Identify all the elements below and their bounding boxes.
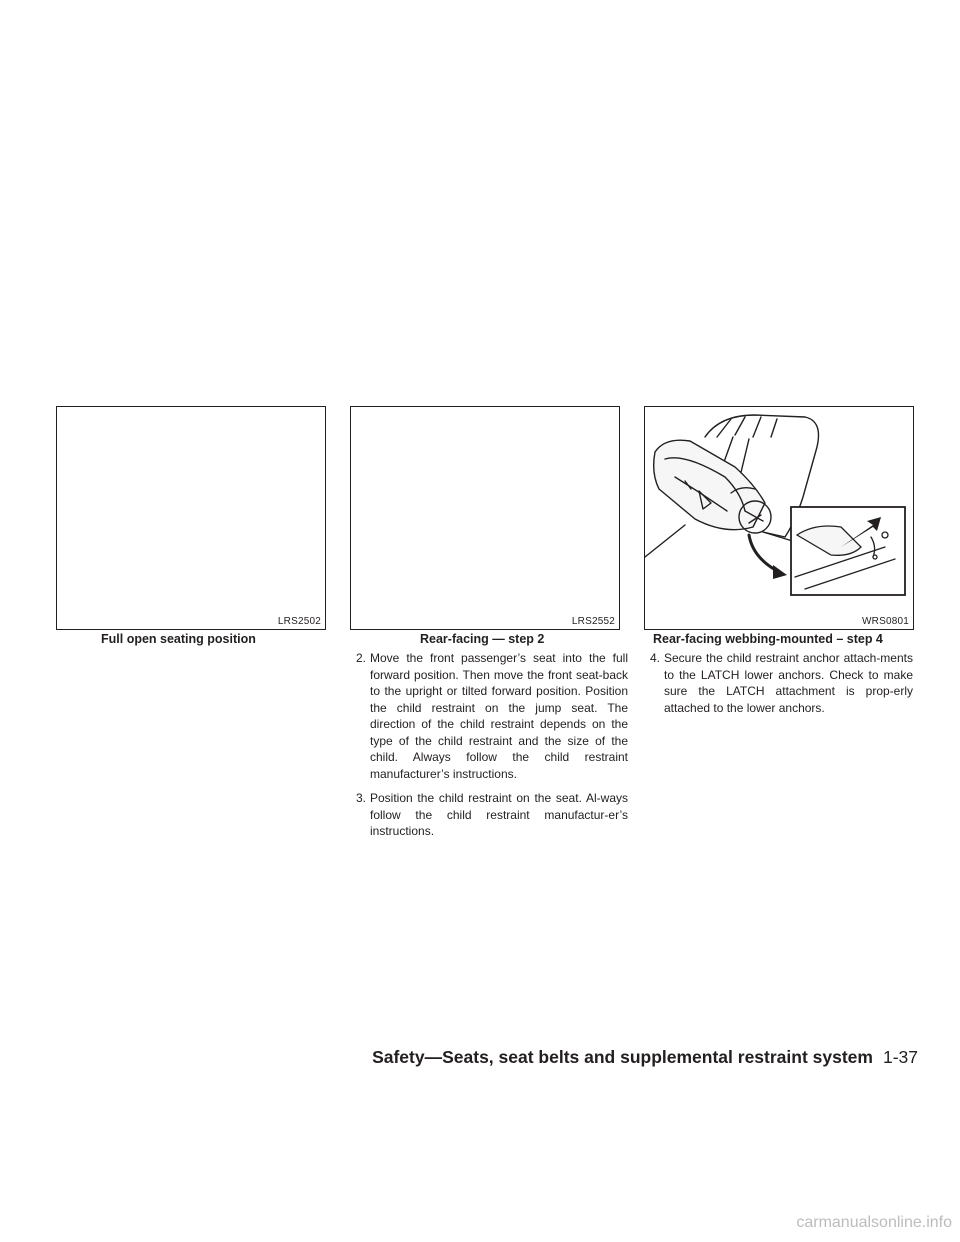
figure-full-open-seating bbox=[56, 406, 326, 630]
figure-code: LRS2502 bbox=[277, 616, 321, 627]
list-item bbox=[650, 650, 913, 716]
page-footer bbox=[372, 1047, 918, 1068]
figure-rear-facing-step-2 bbox=[350, 406, 620, 630]
step-text: Move the front passenger’s seat into the full forward position. Then move the front seat-back to the upright or tilted forward position. Position the child restraint on the jump seat. The direction of the child restraint depends on the type of the child restraint and the size of the child. Always follow the child restraint manufacturer’s instructions. bbox=[370, 651, 628, 781]
figure-caption: Full open seating position bbox=[101, 632, 256, 646]
step-number: 4. bbox=[650, 651, 661, 665]
watermark: carmanualsonline.info bbox=[796, 1214, 952, 1231]
step-number: 3. bbox=[356, 791, 367, 805]
step-text: Secure the child restraint anchor attach-ments to the LATCH lower anchors. Check to make sure the LATCH attachment is prop-erly attached to the lower anchors. bbox=[664, 651, 913, 715]
list-item bbox=[356, 790, 628, 840]
list-item bbox=[356, 650, 628, 782]
steps-middle-column bbox=[356, 650, 628, 848]
page-number: 1-37 bbox=[882, 1047, 918, 1067]
section-title: Safety—Seats, seat belts and supplemental restraint system bbox=[372, 1047, 873, 1067]
step-text: Position the child restraint on the seat. Al-ways follow the child restraint manufactur-er’s instructions. bbox=[370, 791, 628, 838]
figure-caption: Rear-facing — step 2 bbox=[420, 632, 545, 646]
figure-code: LRS2552 bbox=[571, 616, 615, 627]
steps-right-column bbox=[650, 650, 913, 724]
figure-caption: Rear-facing webbing-mounted – step 4 bbox=[653, 632, 883, 646]
figure-rear-facing-step-4 bbox=[644, 406, 914, 630]
child-seat-latch-illustration bbox=[645, 407, 913, 629]
step-number: 2. bbox=[356, 651, 367, 665]
figure-code: WRS0801 bbox=[862, 616, 909, 627]
